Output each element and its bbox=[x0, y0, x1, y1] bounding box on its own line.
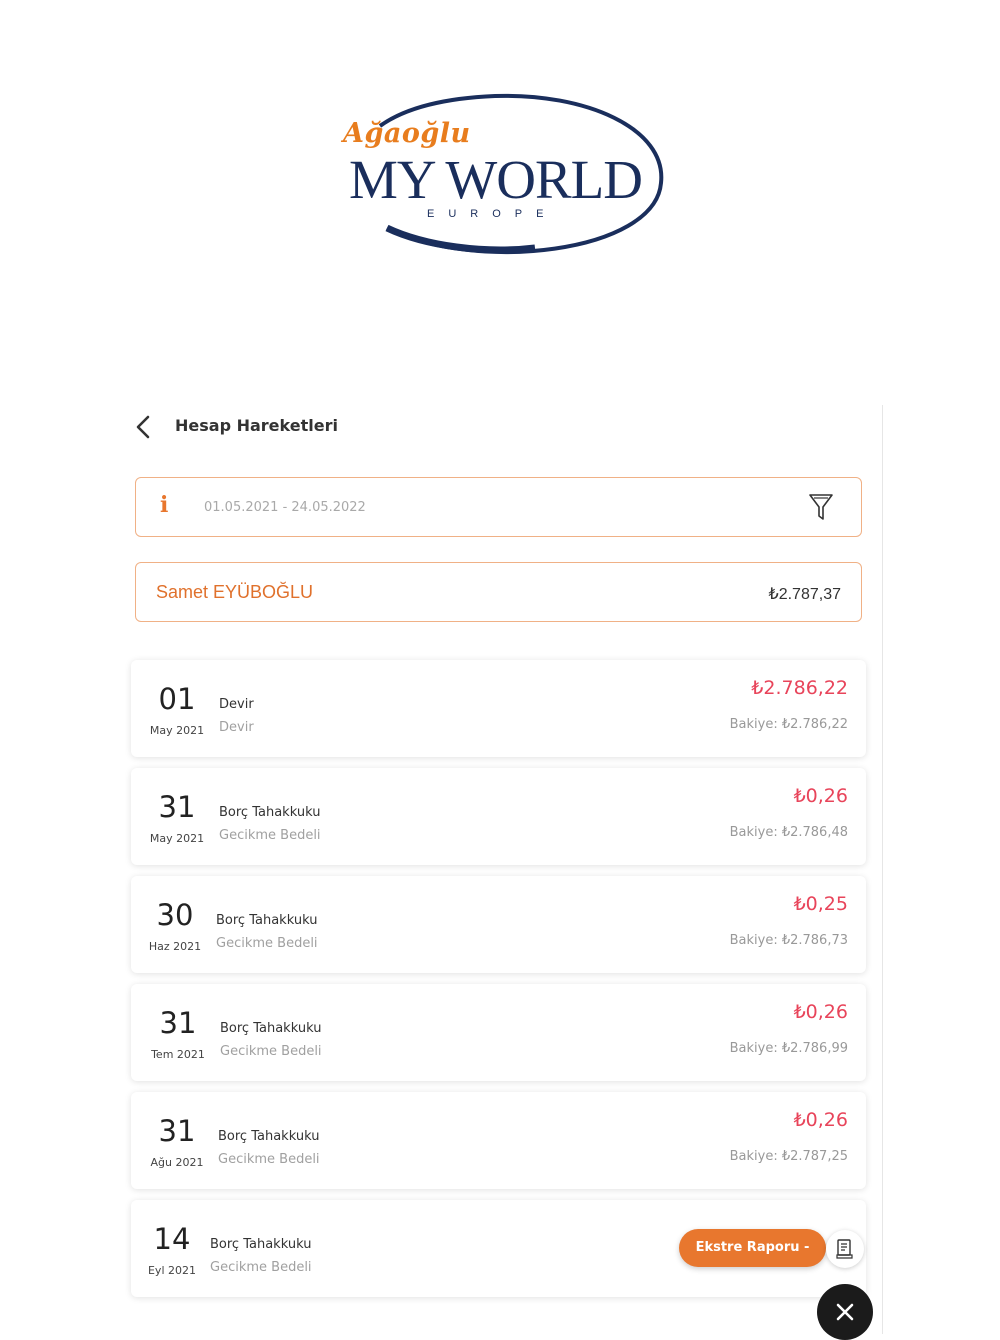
transaction-balance: Bakiye: ₺2.786,22 bbox=[729, 717, 848, 732]
transaction-amount: ₺0,26 bbox=[793, 1001, 848, 1023]
transaction-day: 14 bbox=[153, 1222, 191, 1256]
chevron-left-icon bbox=[133, 414, 155, 440]
transaction-balance: Bakiye: ₺2.786,73 bbox=[729, 933, 848, 948]
close-fab[interactable] bbox=[817, 1284, 873, 1340]
account-summary[interactable] bbox=[135, 562, 862, 622]
pdf-report-button[interactable]: Ekstre Raporu - PDF bbox=[679, 1229, 826, 1267]
transaction-subtitle: Gecikme Bedeli bbox=[220, 1044, 322, 1059]
transaction-subtitle: Gecikme Bedeli bbox=[219, 828, 321, 843]
transaction-amount: ₺0,26 bbox=[793, 785, 848, 807]
account-balance: ₺2.787,37 bbox=[768, 586, 841, 603]
logo-brand: Ağaoğlu bbox=[343, 118, 471, 149]
transaction-day: 31 bbox=[159, 1006, 197, 1040]
transaction-title: Devir bbox=[219, 697, 254, 712]
transaction-title: Borç Tahakkuku bbox=[219, 805, 321, 820]
transaction-day: 30 bbox=[156, 898, 194, 932]
transaction-month: May 2021 bbox=[149, 832, 205, 845]
transaction-balance: Bakiye: ₺2.786,48 bbox=[729, 825, 848, 840]
logo-title: MY WORLD bbox=[349, 149, 642, 210]
close-icon bbox=[835, 1302, 855, 1322]
panel-divider bbox=[882, 405, 883, 1334]
transaction-month: Eyl 2021 bbox=[147, 1264, 196, 1277]
document-icon bbox=[836, 1239, 854, 1259]
transaction-amount: ₺0,25 bbox=[793, 893, 848, 915]
page-title: Hesap Hareketleri bbox=[175, 416, 338, 435]
pdf-report-icon-button[interactable] bbox=[826, 1230, 864, 1268]
info-icon: i bbox=[160, 492, 169, 518]
transaction-month: Haz 2021 bbox=[148, 940, 202, 953]
transaction-card[interactable] bbox=[131, 984, 866, 1081]
transaction-subtitle: Gecikme Bedeli bbox=[218, 1152, 320, 1167]
back-button[interactable] bbox=[133, 414, 155, 440]
transaction-day: 31 bbox=[158, 790, 196, 824]
date-range-text: 01.05.2021 - 24.05.2022 bbox=[204, 500, 366, 515]
transaction-card[interactable] bbox=[131, 660, 866, 757]
transaction-day: 31 bbox=[158, 1114, 196, 1148]
transaction-card[interactable] bbox=[131, 1092, 866, 1189]
transaction-month: Tem 2021 bbox=[151, 1048, 205, 1061]
filter-icon[interactable] bbox=[808, 492, 834, 522]
transaction-day: 01 bbox=[158, 682, 196, 716]
logo bbox=[335, 88, 670, 258]
transaction-title: Borç Tahakkuku bbox=[220, 1021, 322, 1036]
transaction-subtitle: Devir bbox=[219, 720, 254, 735]
transaction-balance: Bakiye: ₺2.786,99 bbox=[729, 1041, 848, 1056]
date-filter-bar[interactable] bbox=[135, 477, 862, 537]
logo-subtitle: EUROPE bbox=[427, 208, 558, 220]
transaction-card[interactable] bbox=[131, 876, 866, 973]
transaction-subtitle: Gecikme Bedeli bbox=[210, 1260, 312, 1275]
transaction-card[interactable] bbox=[131, 768, 866, 865]
transaction-amount: ₺2.786,22 bbox=[751, 677, 848, 699]
transaction-subtitle: Gecikme Bedeli bbox=[216, 936, 318, 951]
transaction-title: Borç Tahakkuku bbox=[210, 1237, 312, 1252]
account-holder-name: Samet EYÜBOĞLU bbox=[156, 582, 314, 602]
transaction-title: Borç Tahakkuku bbox=[216, 913, 318, 928]
transaction-amount: ₺0,26 bbox=[793, 1109, 848, 1131]
transaction-balance: Bakiye: ₺2.787,25 bbox=[729, 1149, 848, 1164]
transaction-title: Borç Tahakkuku bbox=[218, 1129, 320, 1144]
transaction-month: Ağu 2021 bbox=[150, 1156, 204, 1169]
transaction-month: May 2021 bbox=[149, 724, 205, 737]
